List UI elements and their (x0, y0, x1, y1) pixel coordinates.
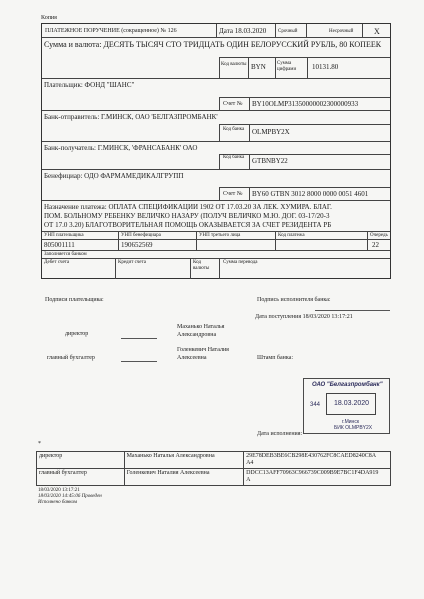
stamp-date: 18.03.2020 (334, 400, 370, 407)
sender-bank-text: Банк-отправитель: Г.МИНСК, ОАО 'БЕЛГАЗПРОМБАНК' (44, 113, 218, 121)
copy-label: Копия (41, 15, 57, 21)
accountant-signature-line (121, 361, 157, 362)
table-row (37, 452, 391, 469)
stamp-bank-code: БИК OLMPBY2X (334, 425, 373, 431)
bank-signature-title: Подпись исполнителя банка: (257, 297, 331, 303)
purpose-line-2: ПОМ. БОЛЬНОМУ РЕБЕНКУ ВЕЛИЧКО НАЗАРУ (ПОЛУЧ ВЕЛИЧКО М.Ю. ДОГ. 03-17/20-3 (44, 212, 330, 220)
amount-text: Сумма и валюта: ДЕСЯТЬ ТЫСЯЧ СТО ТРИДЦАТЬ ОДИН БЕЛОРУССКИЙ РУБЛЬ, 80 КОПЕЕК (44, 40, 382, 49)
amount-digits-label: Сумма цифрами (277, 61, 297, 72)
director-name-line-1: Маханько Наталья (177, 324, 225, 330)
stamp-number: 344 (310, 402, 321, 408)
execution-date-label: Дата исполнения: (257, 431, 303, 437)
director-signature-line (121, 338, 157, 339)
sender-bank-code: OLMPBY2X (252, 128, 290, 136)
transfer-amount-label: Сумма перевода (223, 260, 258, 265)
bank-signature-line (315, 310, 390, 311)
receiver-bank-code-label: Код банка (223, 155, 245, 160)
beneficiary-text: Бенефициар: ОДО ФАРМАМЕДИКАЛГРУПП (44, 172, 184, 180)
table-cell-name: Голенкевич Наталия Алексеевна (124, 469, 243, 486)
beneficiary-unp: 190652569 (121, 241, 153, 249)
payment-code-label: Код платежа (278, 233, 305, 238)
third-party-unp-label: УНП третьего лица (199, 233, 241, 238)
table-cell-name: Маханько Наталья Александровна (124, 452, 243, 469)
payer-text: Плательщик: ФОНД "ШАНС" (44, 81, 135, 89)
stamp-city: г.Минск (342, 419, 360, 425)
order-label: Очередь (370, 233, 388, 238)
purpose-line-3: ОТ 17.0 3.20) БЛАГОТВОРИТЕЛЬНАЯ ПОМОЩЬ ОКАЗЫВАЕТСЯ ЗА СЧЕТ РЕЗИДЕНТА РБ (44, 221, 332, 229)
signatures-table (36, 451, 391, 486)
accountant-name-line-2: Алексеевна (177, 355, 207, 361)
footer-line-3: Исполнено банком (38, 500, 77, 505)
amount-digits: 10131.80 (312, 63, 339, 71)
order-date: Дата 18.03.2020 (219, 27, 267, 35)
order-value: 22 (372, 241, 379, 249)
stamp-bank-name: ОАО "Белгазпромбанк" (312, 382, 383, 388)
bank-currency-code-label: Код валюты (193, 260, 210, 271)
director-label: директор (65, 331, 89, 337)
beneficiary-account: BY60 GTBN 3012 8000 0000 0051 4601 (252, 190, 369, 198)
footer-line-2: 18/03/2020 14:45:06 Проведен (38, 494, 102, 499)
payer-unp-label: УНП плательщика (44, 233, 84, 238)
table-cell-hash: DDCC13AFF70963C966739C009B9E7BC1F4DA919 A (244, 469, 391, 486)
currency-code: BYN (251, 63, 266, 71)
urgent-label: Срочный (278, 29, 298, 34)
table-row (37, 469, 391, 486)
bank-fill-title: Заполняется банком (44, 252, 87, 257)
beneficiary-account-label: Счет № (223, 191, 243, 197)
bank-stamp (303, 378, 390, 434)
receiver-bank-code: GTBNBY22 (252, 157, 288, 165)
form-title: ПЛАТЕЖНОЕ ПОРУЧЕНИЕ (сокращенное) № 126 (45, 28, 177, 34)
table-cell-hash: 29E78DEB3BE6CB298E430762FC8CAED8240C8A A4 (244, 452, 391, 469)
currency-code-label: Код валюты (221, 62, 247, 67)
table-cell-role: директор (37, 452, 125, 469)
payment-order-form (41, 23, 391, 279)
sender-bank-code-label: Код банка (223, 127, 245, 132)
footer-line-1: 18/03/2020 13:17:21 (38, 488, 80, 493)
receipt-date: Дата поступления 18/03/2020 13:17:21 (255, 314, 353, 320)
accountant-name-line-1: Голенкевич Наталия (177, 347, 229, 353)
beneficiary-unp-label: УНП бенефициара (121, 233, 161, 238)
purpose-line-1: Назначение платежа: ОПЛАТА СПЕЦИФИКАЦИИ 1902 ОТ 17.03.20 ЗА ЛЕК. ХУМИРА. БЛАГ. (44, 203, 332, 211)
director-name-line-2: Александровна (177, 332, 217, 338)
receiver-bank-text: Банк-получатель: Г.МИНСК, 'ФРАНСАБАНК' ОАО (44, 144, 198, 152)
payer-signatures-title: Подписи плательщика: (45, 297, 104, 303)
asterisk-mark: * (38, 441, 41, 447)
accountant-label: главный бухгалтер (47, 355, 95, 361)
table-cell-role: главный бухгалтер (37, 469, 125, 486)
non-urgent-label: Несрочный (329, 29, 354, 34)
debit-account-label: Дебет счета (44, 260, 70, 265)
payer-account-label: Счет № (223, 101, 243, 107)
non-urgent-mark: Х (374, 27, 380, 36)
payer-unp: 805001111 (44, 241, 75, 249)
payer-account: BY10OLMP31350000002300000933 (252, 100, 359, 108)
bank-stamp-label: Штамп банка: (257, 355, 293, 361)
credit-account-label: Кредит счета (118, 260, 146, 265)
